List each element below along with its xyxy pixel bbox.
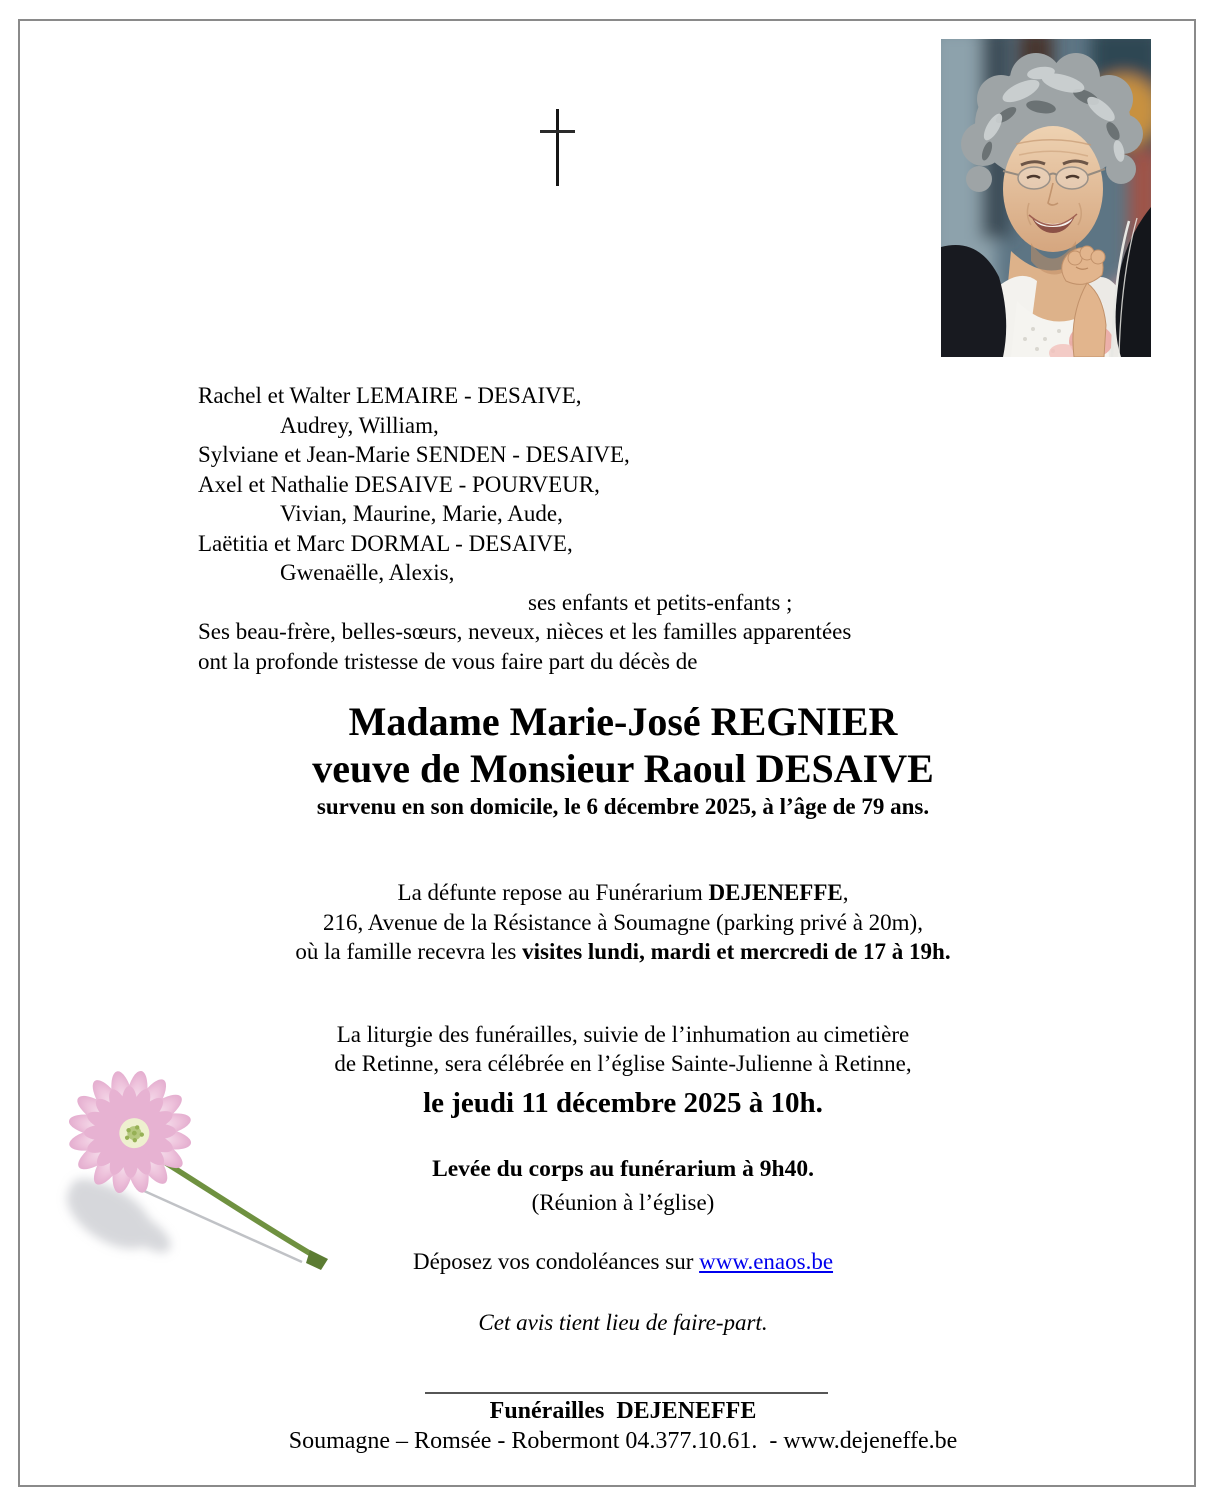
- ceremony-line2: de Retinne, sera célébrée en l’église Sainte-Julienne à Retinne,: [334, 1050, 912, 1076]
- condolences-line: Déposez vos condoléances sur www.enaos.be: [412, 1249, 834, 1274]
- family-line: Audrey, William,: [280, 412, 439, 438]
- flower-image: [30, 1060, 380, 1380]
- family-list: [198, 381, 1058, 676]
- footer-divider: [425, 1392, 828, 1394]
- deceased-name-block: [178, 698, 1068, 792]
- family-line: Laëtitia et Marc DORMAL - DESAIVE,: [198, 530, 573, 556]
- funeral-home-contact: Soumagne – Romsée - Robermont 04.377.10.61. - www.dejeneffe.be: [288, 1428, 958, 1454]
- funerarium-name: DEJENEFFE: [708, 880, 843, 905]
- family-line: Gwenaëlle, Alexis,: [280, 560, 455, 585]
- ceremony-date-line: le jeudi 11 décembre 2025 à 10h.: [423, 1087, 823, 1119]
- visits-schedule: visites lundi, mardi et mercredi de 17 à 19h.: [522, 939, 951, 964]
- reunion-line: (Réunion à l’église): [531, 1190, 715, 1215]
- notice-line: Cet avis tient lieu de faire-part.: [478, 1310, 768, 1335]
- deceased-name-line2: veuve de Monsieur Raoul DESAIVE: [312, 746, 934, 791]
- funerarium-line1: La défunte repose au Funérarium DEJENEFFE,: [397, 880, 849, 905]
- family-line: Sylviane et Jean-Marie SENDEN - DESAIVE,: [198, 442, 630, 467]
- family-line: Vivian, Maurine, Marie, Aude,: [280, 501, 563, 526]
- family-line: ses enfants et petits-enfants ;: [528, 589, 793, 615]
- visits-line: où la famille recevra les visites lundi, mardi et mercredi de 17 à 19h.: [295, 939, 951, 964]
- funerarium-block: [178, 878, 1068, 967]
- family-line: Ses beau-frère, belles-sœurs, neveux, nièces et les familles apparentées: [198, 619, 852, 644]
- portrait-photo: [941, 39, 1151, 357]
- funeral-home-name: Funérailles DEJENEFFE: [489, 1398, 757, 1424]
- death-details-line: survenu en son domicile, le 6 décembre 2025, à l’âge de 79 ans.: [316, 794, 930, 819]
- family-line: Axel et Nathalie DESAIVE - POURVEUR,: [198, 471, 600, 497]
- levee-line: Levée du corps au funérarium à 9h40.: [432, 1156, 814, 1182]
- ceremony-line1: La liturgie des funérailles, suivie de l’inhumation au cimetière: [336, 1022, 910, 1047]
- deceased-name-line1: Madame Marie-José REGNIER: [348, 699, 898, 744]
- family-line: ont la profonde tristesse de vous faire part du décès de: [198, 648, 698, 674]
- family-line: Rachel et Walter LEMAIRE - DESAIVE,: [198, 383, 582, 408]
- enaos-link[interactable]: www.enaos.be: [699, 1249, 834, 1274]
- cross-icon: [538, 108, 578, 188]
- funerarium-address: 216, Avenue de la Résistance à Soumagne (parking privé à 20m),: [323, 909, 923, 935]
